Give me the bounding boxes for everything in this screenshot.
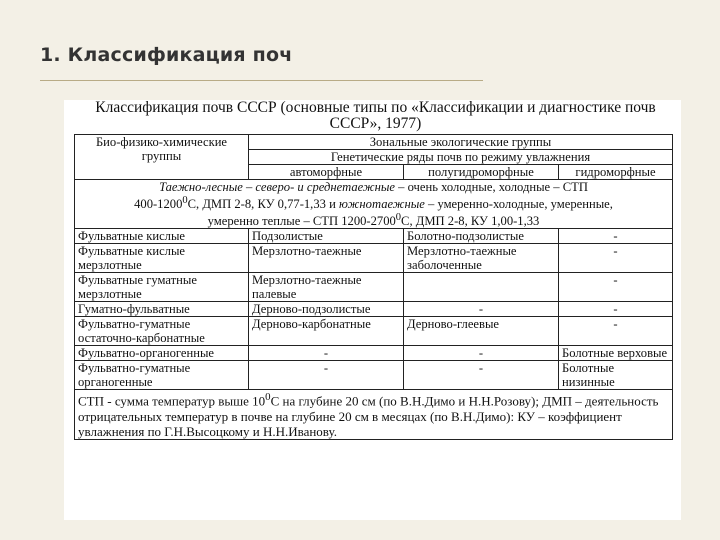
header-semihydromorphic: полугидроморфные <box>404 165 559 180</box>
cell-semi: - <box>404 346 559 361</box>
degree-sup: 0 <box>182 195 188 206</box>
header-row-zonal <box>75 135 673 150</box>
table-row <box>75 229 673 244</box>
footnote-text-b: С на глубине 20 см (по В.Н.Димо и Н.Н.Розову); ДМП – деятельность отрицательных температур в почве на глубине 20 см в месяцах (по В.Н.Димо): КУ – коэффициент увлажнения по Г.Н.Высоцкому и Н.Н.Иванову. <box>78 393 659 439</box>
header-bio-group: Био-физико-химические группы <box>75 135 249 180</box>
cell-group: Гуматно-фульватные <box>75 302 249 317</box>
zone-name-south-taiga: южнотаежные <box>338 197 425 212</box>
cell-semi: - <box>404 361 559 390</box>
zone-text-3a: умеренно теплые – СТП 1200-2700 <box>207 214 396 229</box>
table-caption: Классификация почв СССР (основные типы по «Классификации и диагностике почв СССР», 1977) <box>95 100 656 132</box>
cell-group: Фульватно-органогенные <box>75 346 249 361</box>
cell-hydro: - <box>559 273 673 302</box>
cell-hydro: - <box>559 244 673 273</box>
cell-semi: - <box>404 302 559 317</box>
zone-text-2b: С, ДМП 2-8, КУ 0,77-1,33 и <box>187 197 339 212</box>
cell-semi: Болотно-подзолистые <box>404 229 559 244</box>
zone-description <box>75 180 673 229</box>
zone-description-row <box>75 180 673 229</box>
document-image <box>64 100 681 520</box>
zone-name-taiga: Таежно-лесные – северо- и среднетаежные – <box>159 180 405 194</box>
table-row <box>75 302 673 317</box>
cell-group: Фульватно-гуматные остаточно-карбонатные <box>75 317 249 346</box>
footnote-row <box>75 390 673 439</box>
zone-text-1: очень холодные, холодные – СТП <box>404 180 588 194</box>
footnote-text-a: СТП - сумма температур выше 10 <box>78 393 266 409</box>
cell-auto: Дерново-подзолистые <box>249 302 404 317</box>
table-row <box>75 361 673 390</box>
cell-group: Фульватные гуматные мерзлотные <box>75 273 249 302</box>
header-automorphic: автоморфные <box>249 165 404 180</box>
table-row <box>75 317 673 346</box>
cell-auto: Мерзлотно-таежные <box>249 244 404 273</box>
cell-semi: Мерзлотно-таежные заболоченные <box>404 244 559 273</box>
cell-group: Фульватно-гуматные органогенные <box>75 361 249 390</box>
cell-auto: - <box>249 346 404 361</box>
zone-text-2c: – умеренно-холодные, умеренные, <box>424 197 613 212</box>
cell-hydro: - <box>559 229 673 244</box>
cell-group: Фульватные кислые <box>75 229 249 244</box>
title-divider <box>40 80 483 81</box>
cell-semi <box>404 273 559 302</box>
table-row <box>75 346 673 361</box>
cell-auto: Подзолистые <box>249 229 404 244</box>
header-hydromorphic: гидроморфные <box>559 165 673 180</box>
footnote <box>75 390 673 439</box>
slide-title: 1. Классификация поч <box>40 44 293 66</box>
zone-text-2a: 400-1200 <box>134 197 183 212</box>
cell-auto: Дерново-карбонатные <box>249 317 404 346</box>
cell-hydro: Болотные низинные <box>559 361 673 390</box>
cell-hydro: - <box>559 317 673 346</box>
cell-group: Фульватные кислые мерзлотные <box>75 244 249 273</box>
header-genetic-series: Генетические ряды почв по режиму увлажнения <box>249 150 673 165</box>
header-zonal-groups: Зональные экологические группы <box>249 135 673 150</box>
cell-semi: Дерново-глеевые <box>404 317 559 346</box>
cell-auto: Мерзлотно-таежные палевые <box>249 273 404 302</box>
table-row <box>75 273 673 302</box>
cell-auto: - <box>249 361 404 390</box>
degree-sup: 0 <box>265 391 271 404</box>
soil-classification-table <box>74 134 673 440</box>
cell-hydro: - <box>559 302 673 317</box>
cell-hydro: Болотные верховые <box>559 346 673 361</box>
zone-text-3b: С, ДМП 2-8, КУ 1,00-1,33 <box>401 214 540 229</box>
degree-sup: 0 <box>395 212 402 224</box>
table-row <box>75 244 673 273</box>
